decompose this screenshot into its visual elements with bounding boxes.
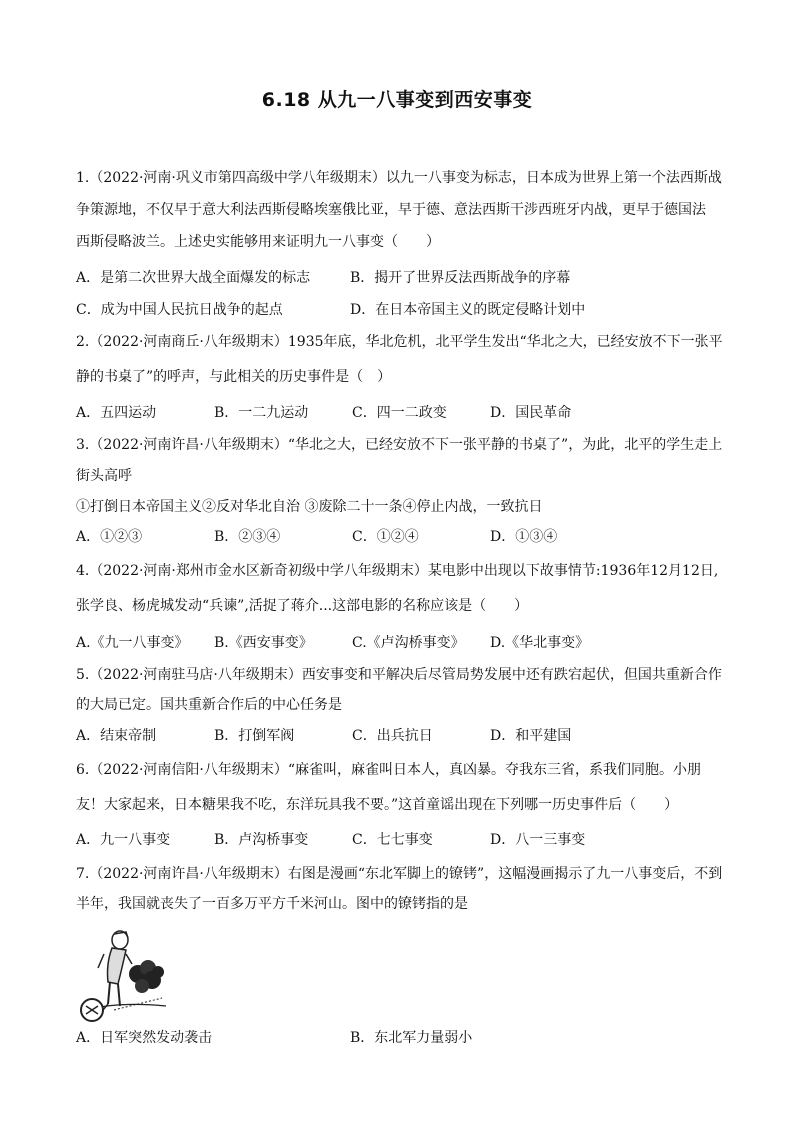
question-4-line-1: 4.（2022·河南·郑州市金水区新奇初级中学八年级期末）某电影中出现以下故事情节:1936年12月12日, (76, 563, 719, 579)
question-6-option-a: A．九一八事变 (76, 832, 171, 848)
question-3-line-2: 街头高呼 (76, 468, 132, 484)
question-2-option-c: C．四一二政变 (352, 405, 447, 421)
question-6-line-1: 6.（2022·河南信阳·八年级期末）“麻雀叫，麻雀叫日本人，真凶暴。夺我东三省，系我们同胞。小朋 (76, 762, 702, 778)
question-1-line-1: 1.（2022·河南·巩义市第四高级中学八年级期末）以九一八事变为标志，日本成为世界上第一个法西斯战 (76, 170, 722, 186)
question-1-option-c: C．成为中国人民抗日战争的起点 (76, 302, 283, 318)
question-5-option-b: B．打倒军阀 (214, 728, 295, 744)
question-7-option-b: B．东北军力量弱小 (350, 1030, 473, 1046)
question-3-line-3: ①打倒日本帝国主义②反对华北自治 ③废除二十一条④停止内战，一致抗日 (76, 499, 543, 515)
page-title: 6.18 从九一八事变到西安事变 (261, 89, 533, 111)
question-7-option-a: A．日军突然发动袭击 (76, 1030, 213, 1046)
cartoon-shackles-illustration (74, 924, 168, 1024)
question-1-option-d: D．在日本帝国主义的既定侵略计划中 (350, 302, 586, 318)
question-5-option-a: A．结束帝制 (76, 728, 157, 744)
question-6-option-d: D．八一三事变 (490, 832, 586, 848)
question-3-option-d: D．①③④ (490, 529, 558, 545)
question-3-option-c: C．①②④ (352, 529, 419, 545)
question-1-option-a: A．是第二次世界大战全面爆发的标志 (76, 270, 311, 286)
question-2-option-b: B．一二九运动 (214, 405, 309, 421)
question-4-option-b: B.《西安事变》 (214, 635, 313, 651)
question-3-option-b: B．②③④ (214, 529, 281, 545)
question-2-line-2: 静的书桌了”的呼声，与此相关的历史事件是（ ） (76, 369, 392, 385)
question-5-line-1: 5.（2022·河南驻马店·八年级期末）西安事变和平解决后尽管局势发展中还有跌宕起伏，但国共重新合作 (76, 667, 722, 683)
question-6-option-c: C．七七事变 (352, 832, 433, 848)
question-4-line-2: 张学良、杨虎城发动“兵谏”,活捉了蒋介...这部电影的名称应该是（ ） (76, 598, 529, 614)
question-5-option-c: C．出兵抗日 (352, 728, 433, 744)
question-2-option-a: A．五四运动 (76, 405, 157, 421)
question-7-line-1: 7.（2022·河南许昌·八年级期末）右图是漫画“东北军脚上的镣铐”，这幅漫画揭示了九一八事变后，不到 (76, 866, 723, 882)
question-4-option-c: C.《卢沟桥事变》 (352, 635, 465, 651)
question-2-line-1: 2.（2022·河南商丘·八年级期末）1935年底，华北危机，北平学生发出“华北之大，已经安放不下一张平 (76, 334, 723, 350)
question-2-option-d: D．国民革命 (490, 405, 572, 421)
question-6-line-2: 友！大家起来，日本糖果我不吃，东洋玩具我不要。”这首童谣出现在下列哪一历史事件后（ ） (76, 797, 679, 813)
question-4-option-d: D.《华北事变》 (490, 635, 590, 651)
question-1-line-2: 争策源地，不仅早于意大利法西斯侵略埃塞俄比亚，早于德、意法西斯干涉西班牙内战，更早于德国法 (76, 202, 706, 218)
question-1-option-b: B．揭开了世界反法西斯战争的序幕 (350, 270, 571, 286)
question-3-line-1: 3.（2022·河南许昌·八年级期末）“华北之大，已经安放不下一张平静的书桌了”，为此，北平的学生走上 (76, 437, 723, 453)
question-7-line-2: 半年，我国就丧失了一百多万平方千米河山。图中的镣铐指的是 (76, 896, 468, 912)
question-5-option-d: D．和平建国 (490, 728, 572, 744)
question-3-option-a: A．①②③ (76, 529, 143, 545)
question-5-line-2: 的大局已定。国共重新合作后的中心任务是 (76, 697, 342, 713)
question-4-option-a: A.《九一八事变》 (76, 635, 189, 651)
question-1-line-3: 西斯侵略波兰。上述史实能够用来证明九一八事变（ ） (76, 234, 440, 250)
question-6-option-b: B．卢沟桥事变 (214, 832, 309, 848)
